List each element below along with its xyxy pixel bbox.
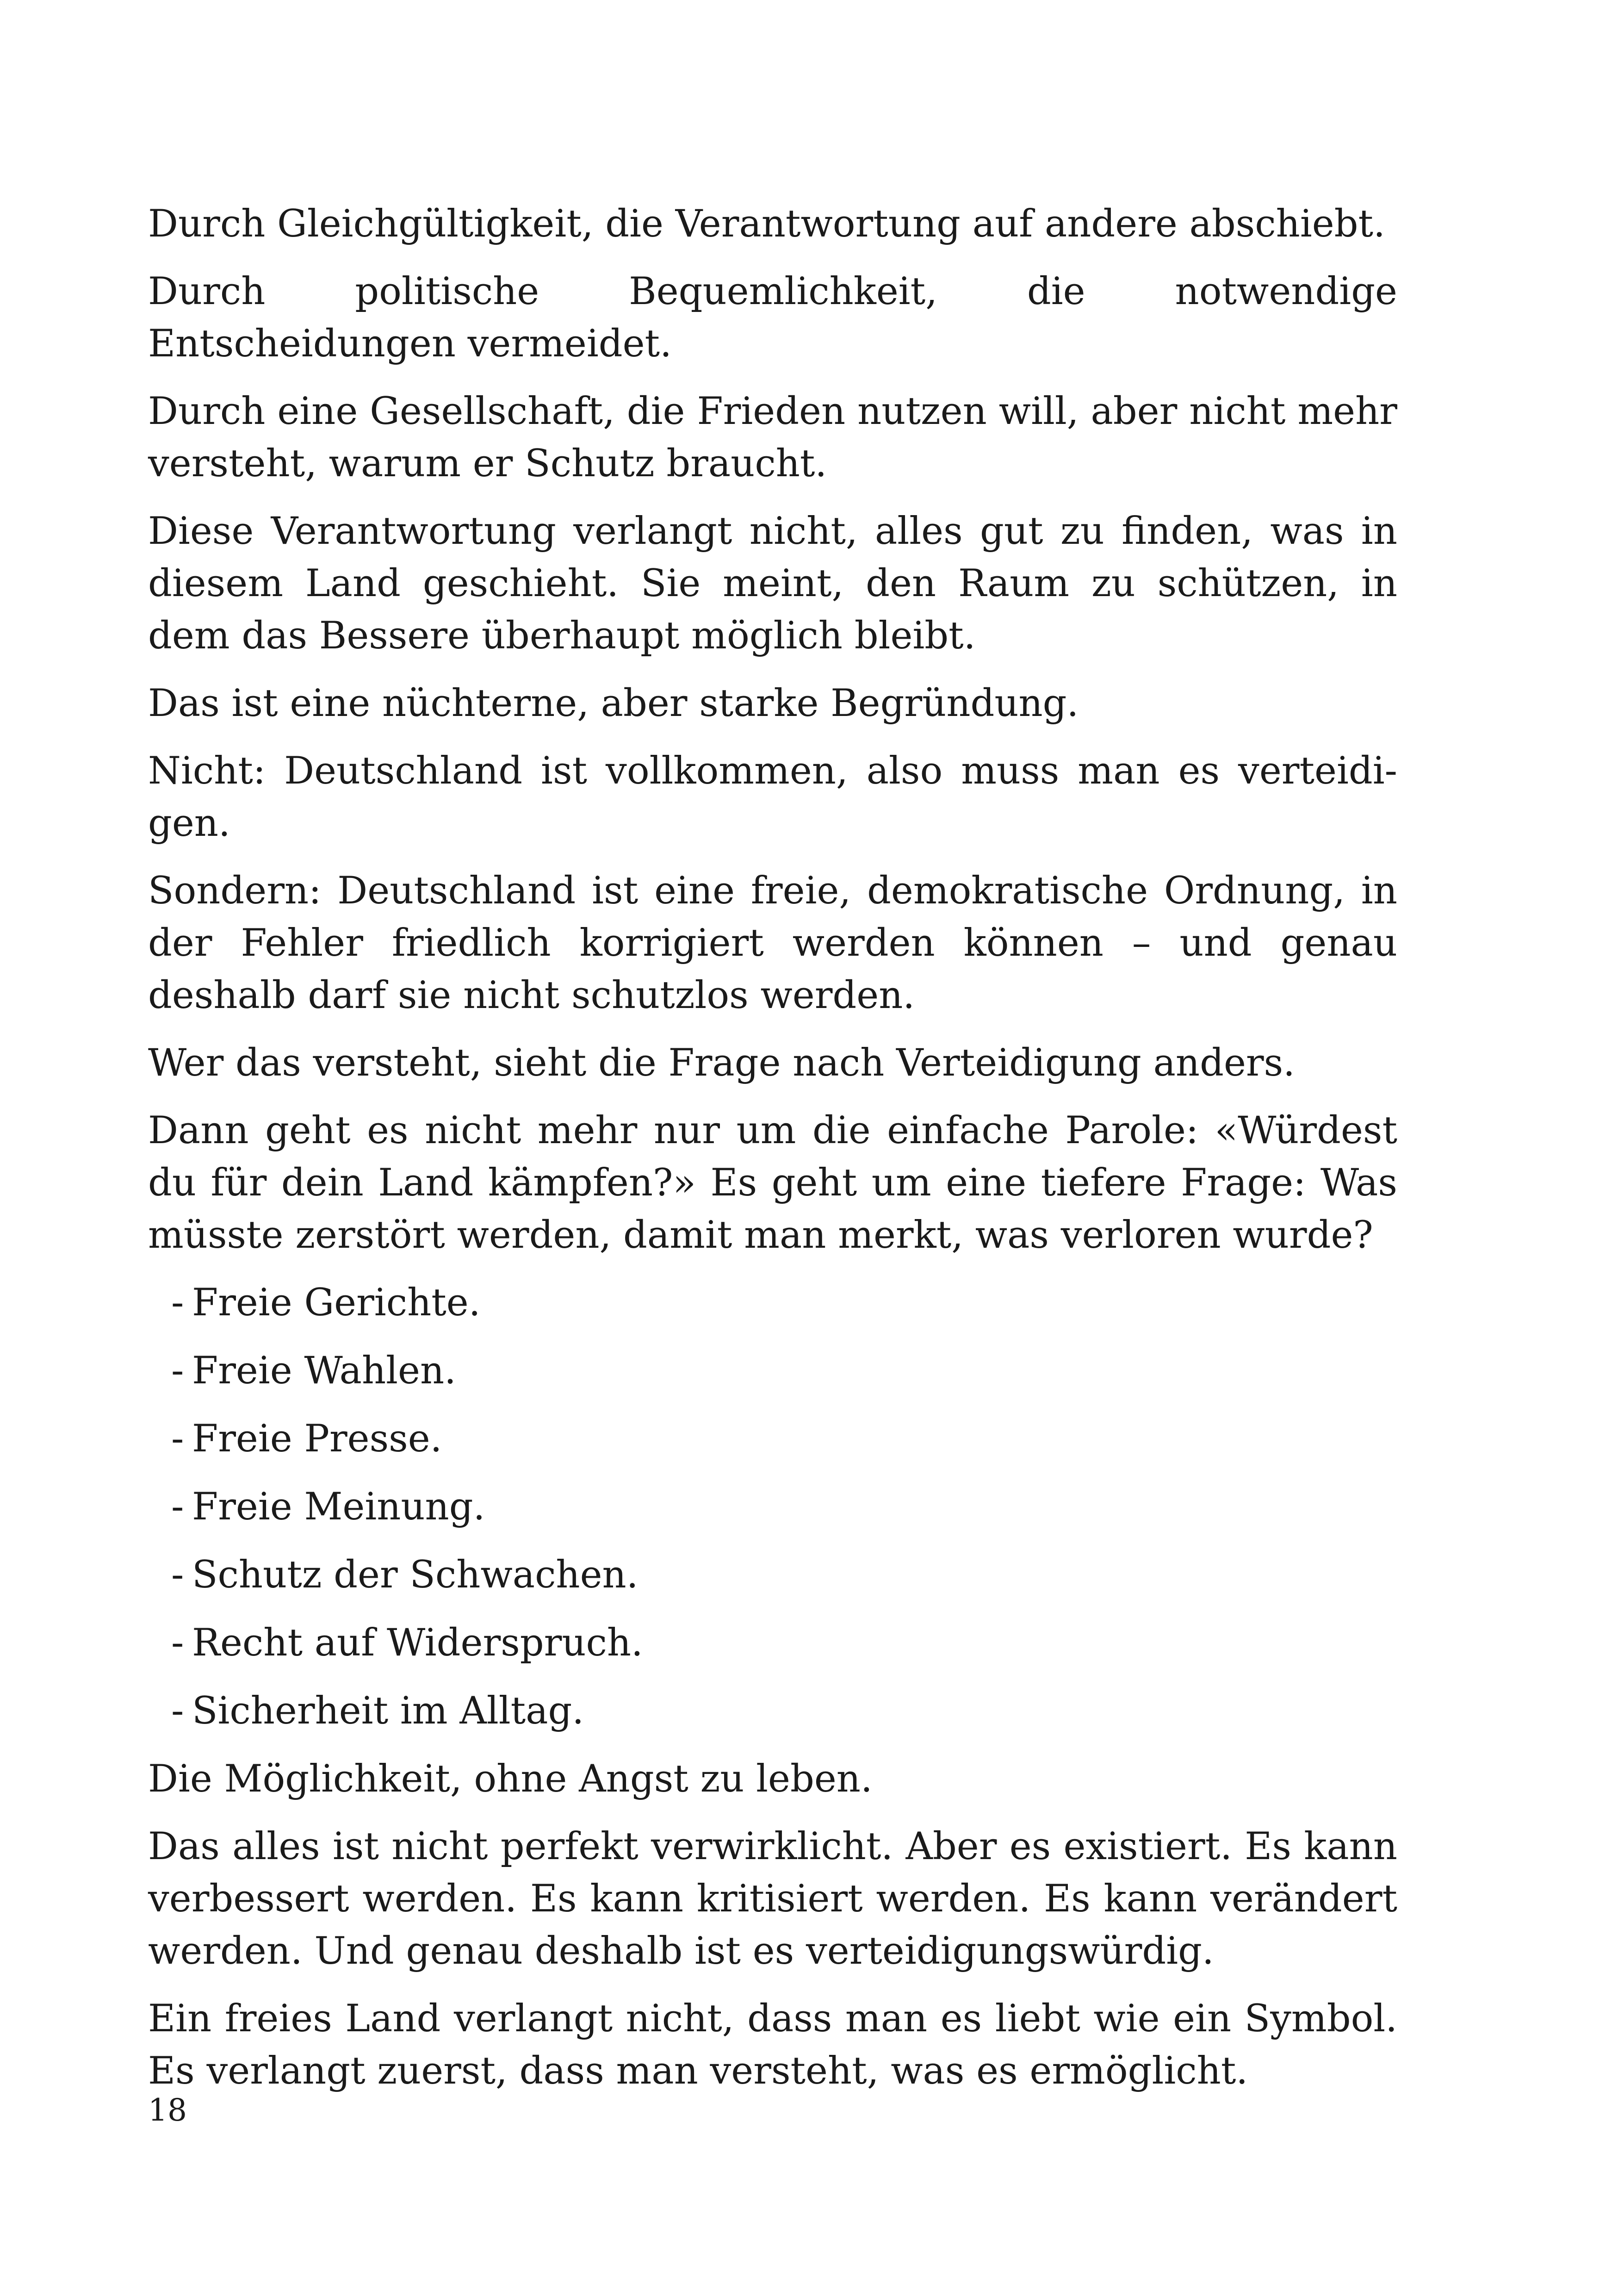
list-item-text: Freie Wahlen.: [192, 1349, 456, 1393]
paragraph: Wer das versteht, sieht die Frage nach Verteidigung anders.: [148, 1041, 1295, 1085]
list-item-text: Sicherheit im Alltag.: [192, 1689, 584, 1733]
paragraph: Die Möglichkeit, ohne Angst zu leben.: [148, 1757, 873, 1801]
list-item-text: Freie Presse.: [192, 1417, 442, 1461]
list-item-text: Recht auf Widerspruch.: [192, 1621, 643, 1665]
bullet-list: [148, 1277, 1397, 1737]
bullet-marker: -: [171, 1349, 184, 1393]
paragraph: Das alles ist nicht perfekt verwirklicht. Aber es existiert. Es kann verbessert werden. Es kann kritisiert werden. Es kann verändert werden. Und genau deshalb ist es verteidigungswürdig.: [148, 1825, 1397, 1973]
list-item: [171, 1413, 1397, 1465]
paragraph: Sondern: Deutschland ist eine freie, demokratische Ordnung, in der Fehler friedlich korrigiert werden können – und genau deshalb darf sie nicht schutzlos werden.: [148, 869, 1397, 1017]
list-item: [171, 1549, 1397, 1601]
bullet-marker: -: [171, 1281, 184, 1325]
paragraph: Ein freies Land verlangt nicht, dass man es liebt wie ein Symbol. Es verlangt zuerst, dass man versteht, was es ermöglicht.: [148, 1997, 1397, 2093]
page-number: 18: [148, 2092, 187, 2128]
paragraph: Diese Verantwortung verlangt nicht, alles gut zu finden, was in diesem Land geschieht. Sie meint, den Raum zu schützen, in dem das Bessere überhaupt möglich bleibt.: [148, 510, 1397, 658]
list-item: [171, 1617, 1397, 1669]
list-item: [171, 1481, 1397, 1533]
list-item-text: Schutz der Schwachen.: [192, 1553, 639, 1597]
list-item: [171, 1685, 1397, 1737]
paragraph: Das ist eine nüchterne, aber starke Begründung.: [148, 682, 1079, 725]
list-item-text: Freie Gerichte.: [192, 1281, 481, 1325]
paragraph: Dann geht es nicht mehr nur um die einfache Parole: «Würdest du für dein Land kämpfen?» Es geht um eine tiefere Frage: Was müsste zerstört werden, damit man merkt, was verloren wurde?: [148, 1109, 1397, 1257]
bullet-marker: -: [171, 1485, 184, 1529]
bullet-marker: -: [171, 1553, 184, 1597]
paragraph: Nicht: Deutschland ist vollkommen, also muss man es verteidigen.: [148, 749, 1397, 845]
bullet-marker: -: [171, 1621, 184, 1665]
list-item: [171, 1277, 1397, 1329]
bullet-marker: -: [171, 1417, 184, 1461]
body-text: [148, 198, 1397, 2113]
list-item-text: Freie Meinung.: [192, 1485, 485, 1529]
paragraph: Durch Gleichgültigkeit, die Verantwortung auf andere abschiebt.: [148, 202, 1385, 246]
bullet-marker: -: [171, 1689, 184, 1733]
paragraph: Durch politische Bequemlichkeit, die notwendige Entscheidungen vermeidet.: [148, 270, 1397, 366]
paragraph: Durch eine Gesellschaft, die Frieden nutzen will, aber nicht mehr versteht, warum er Schutz braucht.: [148, 390, 1397, 485]
list-item: [171, 1345, 1397, 1397]
